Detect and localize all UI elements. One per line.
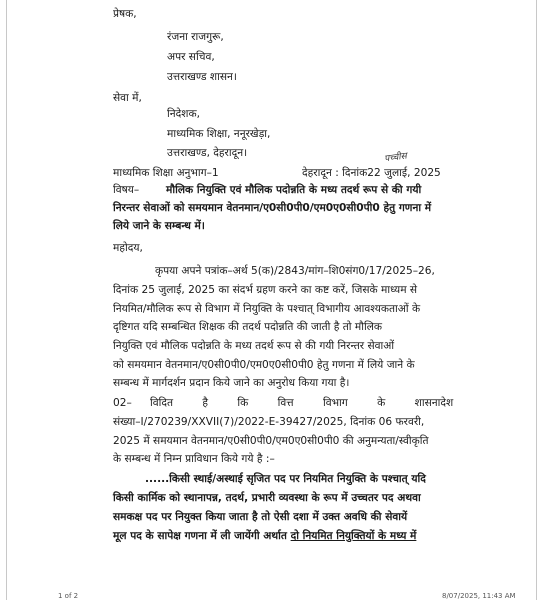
subject-line-2: निरन्तर सेवाओं को समयमान वेतनमान/ए0सी0पी0/एम0ए0सी0पी0 हेतु गणना में bbox=[113, 202, 432, 214]
para1-line-6: को समयमान वेतनमान/ए0सी0पी0/एम0ए0सी0पी0 हेतु गणना में लिये जाने के bbox=[113, 359, 415, 371]
sender-label: प्रेषक, bbox=[113, 8, 137, 20]
page-left-edge bbox=[6, 0, 7, 600]
para1-line-3: नियमित/मौलिक रूप से विभाग में नियुक्ति के पश्चात् विभागीय आवश्यकताओं के bbox=[113, 303, 421, 315]
print-timestamp: 8/07/2025, 11:43 AM bbox=[442, 592, 516, 600]
para2-number: 02– bbox=[113, 397, 132, 409]
recipient-title: निदेशक, bbox=[167, 108, 200, 120]
quote-line-4-text: मूल पद के सापेक्ष गणना में ली जायेंगी अर्थात bbox=[113, 530, 291, 542]
page-number: 1 of 2 bbox=[58, 592, 79, 600]
salutation: महोदय, bbox=[113, 242, 143, 254]
para2-line-1: विदित है कि वित्त विभाग के शासनादेश bbox=[150, 397, 454, 409]
para2-line-3: 2025 में समयमान वेतनमान/ए0सी0पी0/एम0ए0सी0पी0 की अनुमन्यता/स्वीकृति bbox=[113, 435, 429, 447]
quote-line-3: समकक्ष पद पर नियुक्त किया जाता है तो ऐसी दशा में उक्त अवधि की सेवायें bbox=[113, 511, 408, 523]
quote-line-4-underlined: दो नियमित नियुक्तियों के मध्य में bbox=[290, 530, 417, 542]
subject-line-3: लिये जाने के सम्बन्ध में। bbox=[113, 220, 205, 232]
para1-line-4: दृष्टिगत यदि सम्बन्धित शिक्षक की तदर्थ पदोन्नति की जाती है तो मौलिक bbox=[113, 321, 383, 333]
recipient-office: माध्यमिक शिक्षा, ननूरखेड़ा, bbox=[167, 128, 271, 140]
quote-line-4 bbox=[113, 529, 416, 543]
quote-line-2: किसी कार्मिक को स्थानापन्न, तदर्थ, प्रभारी व्यवस्था के रूप में उच्चतर पद अथवा bbox=[113, 492, 421, 504]
para2-line-4: के सम्बन्ध में निम्न प्राविधान किये गये है :– bbox=[113, 453, 275, 465]
recipient-label: सेवा में, bbox=[113, 92, 142, 104]
para1-line-2: दिनांक 25 जुलाई, 2025 का संदर्भ ग्रहण करने का कष्ट करें, जिसके माध्यम से bbox=[113, 284, 418, 296]
sender-office: उत्तराखण्ड शासन। bbox=[167, 71, 237, 83]
para1-line-7: सम्बन्ध में मार्गदर्शन प्रदान किये जाने का अनुरोध किया गया है। bbox=[113, 377, 350, 389]
sender-name: रंजना राजगुरू, bbox=[167, 31, 224, 43]
para2-line-2: संख्या–I/270239/XXVII(7)/2022-E-39427/2025, दिनांक 06 फरवरी, bbox=[113, 416, 425, 428]
subject-label: विषय– bbox=[113, 184, 140, 196]
sender-designation: अपर सचिव, bbox=[167, 51, 215, 63]
para1-line-5: नियुक्ति एवं मौलिक पदोन्नति के मध्य तदर्थ रूप से की गयी निरन्तर सेवाओं bbox=[113, 340, 395, 352]
handwritten-date-annotation: पच्चीस bbox=[383, 151, 408, 165]
date-line: देहरादून : दिनांक22 जुलाई, 2025 bbox=[302, 167, 441, 179]
subject-line-1: मौलिक नियुक्ति एवं मौलिक पदोन्नति के मध्य तदर्थ रूप से की गयी bbox=[166, 184, 422, 196]
department-line: माध्यमिक शिक्षा अनुभाग–1 bbox=[113, 167, 219, 179]
recipient-place: उत्तराखण्ड, देहरादून। bbox=[167, 147, 248, 159]
quote-line-1: ......किसी स्थाई/अस्थाई सृजित पद पर नियमित नियुक्ति के पश्चात् यदि bbox=[145, 473, 426, 485]
page-right-edge bbox=[536, 0, 537, 600]
para1-line-1: कृपया अपने पत्रांक–अर्थ 5(क)/2843/मांग–शि0संग0/17/2025–26, bbox=[155, 265, 435, 277]
